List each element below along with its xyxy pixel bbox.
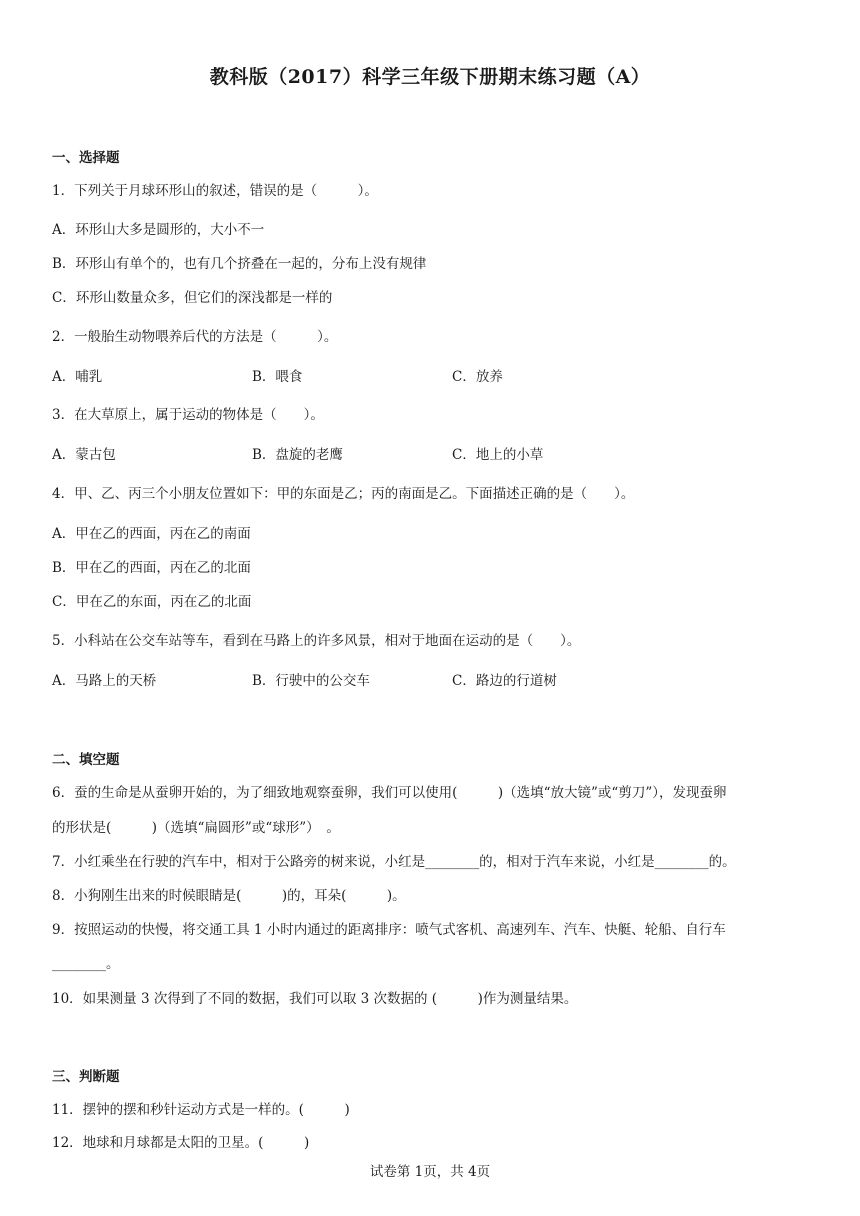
question-3-stem: 3．在大草原上，属于运动的物体是（ ）。: [52, 407, 324, 423]
question-1-stem: 1．下列关于月球环形山的叙述，错误的是（ ）。: [52, 183, 378, 199]
question-4-stem: 4．甲、乙、丙三个小朋友位置如下：甲的东面是乙；丙的南面是乙。下面描述正确的是（ ）。: [52, 486, 635, 502]
question-9-line-2: ________。: [52, 956, 120, 972]
question-3-option-a: A．蒙古包: [52, 447, 116, 463]
question-2-option-c: C．放养: [452, 369, 503, 385]
question-4-option-a: A．甲在乙的西面，丙在乙的南面: [52, 526, 251, 542]
question-1-option-c: C．环形山数量众多，但它们的深浅都是一样的: [52, 290, 333, 306]
question-2-option-b: B．喂食: [252, 369, 303, 385]
question-9-line-1: 9．按照运动的快慢，将交通工具 1 小时内通过的距离排序：喷气式客机、高速列车、汽车、快艇、轮船、自行车: [52, 922, 726, 938]
question-6-line-1: 6．蚕的生命是从蚕卵开始的，为了细致地观察蚕卵，我们可以使用( )（选填“放大镜”或“剪刀”），发现蚕卵: [52, 785, 727, 801]
question-8: 8．小狗刚生出来的时候眼睛是( )的，耳朵( )。: [52, 888, 406, 904]
question-2-stem: 2．一般胎生动物喂养后代的方法是（ ）。: [52, 329, 338, 345]
page-footer: 试卷第 1页，共 4页: [369, 1164, 491, 1180]
question-3-option-c: C．地上的小草: [452, 447, 544, 463]
question-5-option-a: A．马路上的天桥: [52, 673, 157, 689]
page-title: 教科版（2017）科学三年级下册期末练习题（A）: [209, 66, 651, 88]
question-5-stem: 5．小科站在公交车站等车，看到在马路上的许多风景，相对于地面在运动的是（ ）。: [52, 633, 581, 649]
section-heading-choice: 一、选择题: [52, 150, 120, 166]
question-4-option-c: C．甲在乙的东面，丙在乙的北面: [52, 594, 252, 610]
question-4-option-b: B．甲在乙的西面，丙在乙的北面: [52, 560, 251, 576]
question-2-option-a: A．哺乳: [52, 369, 103, 385]
question-1-option-a: A．环形山大多是圆形的，大小不一: [52, 222, 265, 238]
question-7: 7．小红乘坐在行驶的汽车中，相对于公路旁的树来说，小红是________的，相对于汽车来说，小红是________的。: [52, 854, 736, 870]
question-12: 12．地球和月球都是太阳的卫星。( ): [52, 1135, 310, 1151]
question-6-line-2: 的形状是( )（选填“扁圆形”或“球形”） 。: [52, 820, 340, 836]
question-10: 10．如果测量 3 次得到了不同的数据，我们可以取 3 次数据的 ( )作为测量结果。: [52, 991, 578, 1007]
question-3-option-b: B．盘旋的老鹰: [252, 447, 343, 463]
section-heading-fill: 二、填空题: [52, 752, 120, 768]
question-1-option-b: B．环形山有单个的，也有几个挤叠在一起的，分布上没有规律: [52, 256, 427, 272]
question-5-option-c: C．路边的行道树: [452, 673, 557, 689]
section-heading-judge: 三、判断题: [52, 1069, 120, 1085]
question-11: 11．摆钟的摆和秒针运动方式是一样的。( ): [52, 1102, 350, 1118]
question-5-option-b: B．行驶中的公交车: [252, 673, 370, 689]
